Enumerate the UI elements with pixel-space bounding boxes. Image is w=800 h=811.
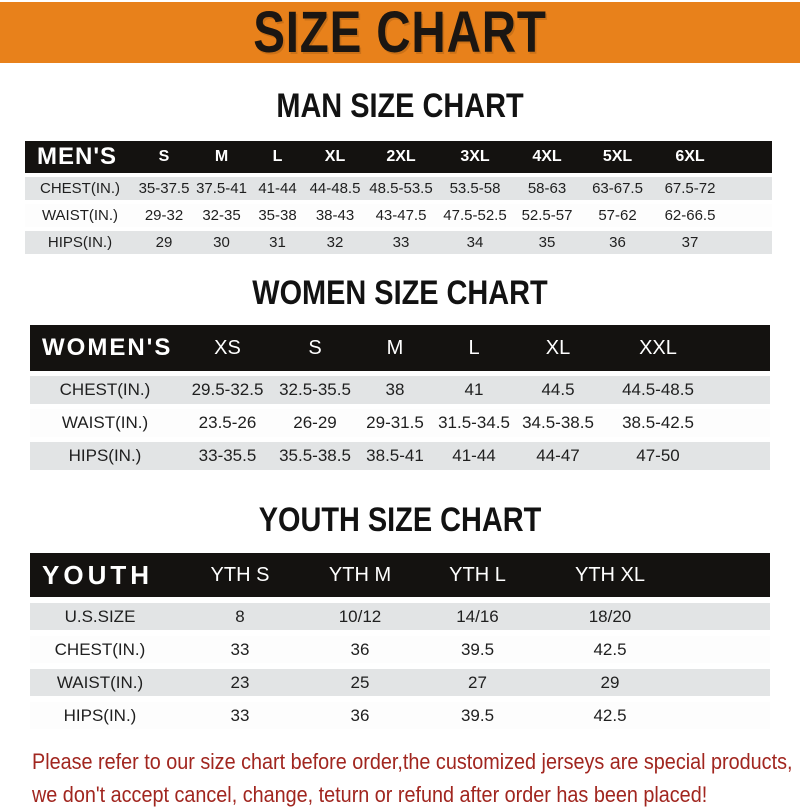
size-value-cell: 39.5 [410, 636, 545, 663]
size-value-cell: 35-37.5 [135, 177, 193, 200]
size-value-cell: 62-66.5 [654, 204, 726, 227]
size-value-cell: 31 [250, 231, 305, 254]
header-spacer-cell [675, 553, 770, 597]
size-value-cell: 23 [170, 669, 310, 696]
size-value-cell: 47.5-52.5 [437, 204, 513, 227]
row-spacer-cell [675, 702, 770, 729]
size-value-cell: 43-47.5 [365, 204, 437, 227]
size-value-cell: 44.5 [513, 376, 603, 404]
size-value-cell: 41 [435, 376, 513, 404]
column-header: XS [180, 325, 275, 371]
row-spacer-cell [675, 636, 770, 663]
row-label-cell: CHEST(IN.) [30, 636, 170, 663]
size-value-cell: 41-44 [250, 177, 305, 200]
size-value-cell: 42.5 [545, 702, 675, 729]
column-header: XL [305, 141, 365, 173]
size-value-cell: 44-48.5 [305, 177, 365, 200]
row-spacer-cell [726, 204, 772, 227]
youth-section-heading: YOUTH SIZE CHART [258, 501, 542, 539]
size-value-cell: 52.5-57 [513, 204, 581, 227]
table-title-cell: YOUTH [30, 553, 170, 597]
size-value-cell: 38-43 [305, 204, 365, 227]
size-value-cell: 39.5 [410, 702, 545, 729]
column-header: YTH XL [545, 553, 675, 597]
size-value-cell: 36 [310, 636, 410, 663]
row-label-cell: WAIST(IN.) [30, 409, 180, 437]
table-row [30, 636, 770, 663]
men-size-table [25, 137, 772, 258]
size-value-cell: 29-31.5 [355, 409, 435, 437]
row-label-cell: WAIST(IN.) [30, 669, 170, 696]
row-spacer-cell [726, 177, 772, 200]
table-row [30, 442, 770, 470]
size-value-cell: 8 [170, 603, 310, 630]
row-label-cell: WAIST(IN.) [25, 204, 135, 227]
column-header: YTH M [310, 553, 410, 597]
column-header: S [135, 141, 193, 173]
men-header-row [25, 141, 772, 173]
column-header: 3XL [437, 141, 513, 173]
table-title-cell: MEN'S [25, 141, 135, 173]
column-header: L [435, 325, 513, 371]
disclaimer-line-1: Please refer to our size chart before order,the customized jerseys are special products, [32, 749, 793, 774]
men-section-heading: MAN SIZE CHART [276, 87, 524, 125]
header-spacer-cell [713, 325, 770, 371]
table-title-cell: WOMEN'S [30, 325, 180, 371]
size-value-cell: 36 [310, 702, 410, 729]
row-spacer-cell [713, 409, 770, 437]
women-size-table [30, 320, 770, 475]
size-value-cell: 44.5-48.5 [603, 376, 713, 404]
column-header: XXL [603, 325, 713, 371]
size-value-cell: 37 [654, 231, 726, 254]
row-label-cell: HIPS(IN.) [25, 231, 135, 254]
disclaimer-line-2: we don't accept cancel, change, teturn or refund after order has been placed! [32, 782, 708, 807]
size-value-cell: 26-29 [275, 409, 355, 437]
table-row [30, 409, 770, 437]
size-value-cell: 29 [135, 231, 193, 254]
page-title: SIZE CHART [253, 0, 547, 65]
size-value-cell: 35.5-38.5 [275, 442, 355, 470]
size-value-cell: 35-38 [250, 204, 305, 227]
size-value-cell: 53.5-58 [437, 177, 513, 200]
size-value-cell: 32 [305, 231, 365, 254]
column-header: S [275, 325, 355, 371]
size-value-cell: 30 [193, 231, 250, 254]
table-row [25, 204, 772, 227]
size-value-cell: 38.5-42.5 [603, 409, 713, 437]
table-row [30, 702, 770, 729]
size-value-cell: 14/16 [410, 603, 545, 630]
column-header: 4XL [513, 141, 581, 173]
column-header: XL [513, 325, 603, 371]
size-value-cell: 42.5 [545, 636, 675, 663]
table-row [30, 669, 770, 696]
size-value-cell: 10/12 [310, 603, 410, 630]
header-spacer-cell [726, 141, 772, 173]
size-value-cell: 32-35 [193, 204, 250, 227]
size-value-cell: 44-47 [513, 442, 603, 470]
size-value-cell: 34.5-38.5 [513, 409, 603, 437]
column-header: YTH L [410, 553, 545, 597]
row-spacer-cell [675, 603, 770, 630]
row-spacer-cell [726, 231, 772, 254]
size-value-cell: 29.5-32.5 [180, 376, 275, 404]
title-banner [0, 2, 800, 63]
size-value-cell: 27 [410, 669, 545, 696]
row-spacer-cell [713, 376, 770, 404]
size-value-cell: 18/20 [545, 603, 675, 630]
size-value-cell: 29 [545, 669, 675, 696]
column-header: 2XL [365, 141, 437, 173]
column-header: M [355, 325, 435, 371]
column-header: 6XL [654, 141, 726, 173]
column-header: YTH S [170, 553, 310, 597]
table-row [25, 177, 772, 200]
size-value-cell: 35 [513, 231, 581, 254]
row-spacer-cell [675, 669, 770, 696]
size-value-cell: 58-63 [513, 177, 581, 200]
size-value-cell: 29-32 [135, 204, 193, 227]
women-section-heading: WOMEN SIZE CHART [252, 274, 548, 312]
youth-size-table [30, 547, 770, 735]
size-value-cell: 37.5-41 [193, 177, 250, 200]
table-row [30, 376, 770, 404]
size-value-cell: 48.5-53.5 [365, 177, 437, 200]
table-row [25, 231, 772, 254]
row-label-cell: U.S.SIZE [30, 603, 170, 630]
table-row [30, 603, 770, 630]
size-value-cell: 38 [355, 376, 435, 404]
size-value-cell: 63-67.5 [581, 177, 654, 200]
disclaimer-note [32, 745, 793, 811]
size-value-cell: 57-62 [581, 204, 654, 227]
size-value-cell: 25 [310, 669, 410, 696]
row-spacer-cell [713, 442, 770, 470]
column-header: M [193, 141, 250, 173]
size-value-cell: 33 [365, 231, 437, 254]
size-value-cell: 67.5-72 [654, 177, 726, 200]
women-header-row [30, 325, 770, 371]
size-value-cell: 23.5-26 [180, 409, 275, 437]
size-value-cell: 33 [170, 702, 310, 729]
row-label-cell: HIPS(IN.) [30, 442, 180, 470]
size-value-cell: 31.5-34.5 [435, 409, 513, 437]
size-value-cell: 38.5-41 [355, 442, 435, 470]
size-value-cell: 32.5-35.5 [275, 376, 355, 404]
size-value-cell: 34 [437, 231, 513, 254]
size-value-cell: 33 [170, 636, 310, 663]
column-header: L [250, 141, 305, 173]
row-label-cell: CHEST(IN.) [25, 177, 135, 200]
size-value-cell: 47-50 [603, 442, 713, 470]
size-value-cell: 36 [581, 231, 654, 254]
youth-header-row [30, 553, 770, 597]
row-label-cell: CHEST(IN.) [30, 376, 180, 404]
size-value-cell: 33-35.5 [180, 442, 275, 470]
row-label-cell: HIPS(IN.) [30, 702, 170, 729]
column-header: 5XL [581, 141, 654, 173]
size-value-cell: 41-44 [435, 442, 513, 470]
